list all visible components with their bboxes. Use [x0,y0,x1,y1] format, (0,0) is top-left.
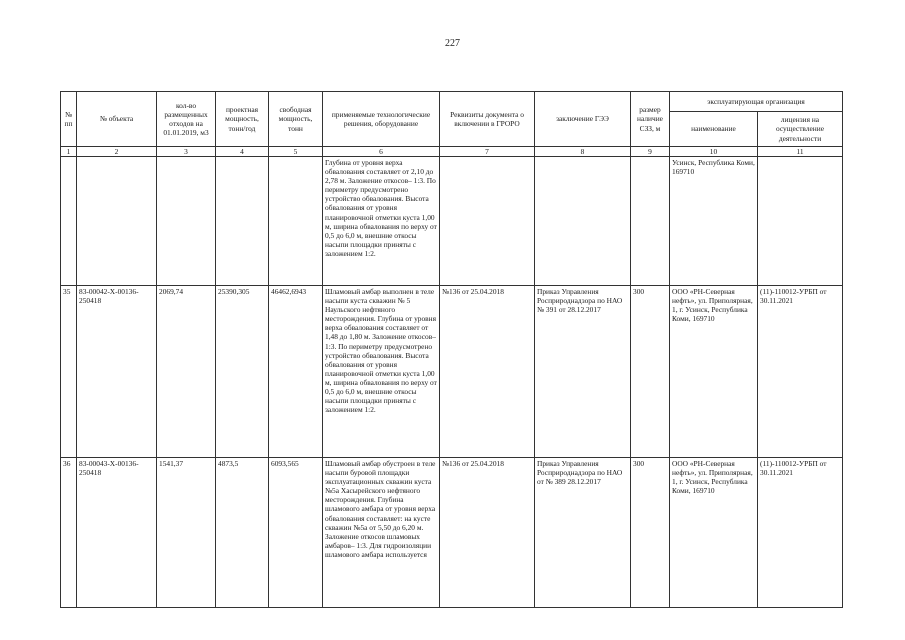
page-number: 227 [445,38,460,49]
header-row-1 [61,92,843,112]
col-number: 3 [157,147,216,157]
cell-operator: ООО «РН-Северная нефть», ул. Приполярная, 1, г. Усинск, Республика Коми, 169710 [670,458,758,608]
cell-szz: 300 [631,286,670,458]
header-waste-qty: кол-во размещенных отходов на 01.01.2019, м3 [157,92,216,147]
cell-license: (11)-110012-УРБП от 30.11.2021 [758,286,843,458]
col-number: 2 [77,147,157,157]
cell-object-no [77,157,157,286]
cell-tech: Шламовый амбар выполнен в теле насыпи куста скважин № 5 Наульского нефтяного месторождения. Глубина от уровня верха обвалования составляет от 1,48 до 1,80 м. Заложение откосов– 1:3. По периметру предусмотрено устройство обвалования. Высота обвалования от уровня планировочной отметки куста 1,00 м, ширина обвалования по верху от 0,5 до 6,0 м, внешние откосы насыпи площадки приняты с заложением 1:2. [323,286,440,458]
header-num: № пп [61,92,77,147]
cell-num: 35 [61,286,77,458]
cell-design-capacity: 25390,305 [216,286,269,458]
col-number: 5 [269,147,323,157]
col-number: 9 [631,147,670,157]
col-number: 6 [323,147,440,157]
col-number: 8 [535,147,631,157]
header-szz: размер наличие СЗЗ, м [631,92,670,147]
col-number: 4 [216,147,269,157]
col-number: 10 [670,147,758,157]
cell-design-capacity [216,157,269,286]
header-object-no: № объекта [77,92,157,147]
cell-grporo [440,157,535,286]
header-operator-group: эксплуатирующая организация [670,92,843,112]
cell-grporo: №136 от 25.04.2018 [440,286,535,458]
column-number-row [61,147,843,157]
cell-free-capacity [269,157,323,286]
col-number: 7 [440,147,535,157]
cell-object-no: 83-00043-Х-00136-250418 [77,458,157,608]
cell-waste-qty: 2069,74 [157,286,216,458]
cell-license: (11)-110012-УРБП от 30.11.2021 [758,458,843,608]
cell-waste-qty [157,157,216,286]
cell-operator: ООО «РН-Северная нефть», ул. Приполярная, 1, г. Усинск, Республика Коми, 169710 [670,286,758,458]
cell-tech: Шламовый амбар обустроен в теле насыпи буровой площадки эксплуатационных скважин куста №5а Хасырейского нефтяного месторождения. Глубина шламового амбара от уровня верха обвалования составляет: на кусте скважин №5а от 5,50 до 6,20 м. Заложение откосов шламовых амбаров– 1:3. Для гидроизоляции шламового амбара используется [323,458,440,608]
waste-facilities-table [60,91,843,608]
cell-num: 36 [61,458,77,608]
cell-szz: 300 [631,458,670,608]
header-operator-name: наименование [670,112,758,147]
header-gee: заключение ГЭЭ [535,92,631,147]
cell-waste-qty: 1541,37 [157,458,216,608]
cell-szz [631,157,670,286]
cell-gee: Приказ Управления Росприроднадзора по НАО № 391 от 28.12.2017 [535,286,631,458]
cell-free-capacity: 6093,565 [269,458,323,608]
header-design-capacity: проектная мощность, тонн/год [216,92,269,147]
cell-gee: Приказ Управления Росприроднадзора по НАО от № 389 28.12.2017 [535,458,631,608]
table-row [61,157,843,286]
cell-gee [535,157,631,286]
header-grporo: Реквизиты документа о включении в ГРОРО [440,92,535,147]
cell-operator: Усинск, Республика Коми, 169710 [670,157,758,286]
table-row [61,458,843,608]
cell-design-capacity: 4873,5 [216,458,269,608]
header-license: лицензия на осуществление деятельности [758,112,843,147]
cell-num [61,157,77,286]
cell-grporo: №136 от 25.04.2018 [440,458,535,608]
header-tech: применяемые технологические решения, оборудование [323,92,440,147]
cell-object-no: 83-00042-Х-00136-250418 [77,286,157,458]
cell-license [758,157,843,286]
table-row [61,286,843,458]
col-number: 1 [61,147,77,157]
header-free-capacity: свободная мощность, тонн [269,92,323,147]
cell-tech: Глубина от уровня верха обвалования составляет от 2,10 до 2,78 м. Заложение откосов– 1:3. По периметру предусмотрено устройство обвалования. Высота обвалования от уровня планировочной отметки куста 1,00 м, ширина обвалования по верху от 0,5 до 6,0 м, внешние откосы насыпи площадки приняты с заложением 1:2. [323,157,440,286]
col-number: 11 [758,147,843,157]
cell-free-capacity: 46462,6943 [269,286,323,458]
